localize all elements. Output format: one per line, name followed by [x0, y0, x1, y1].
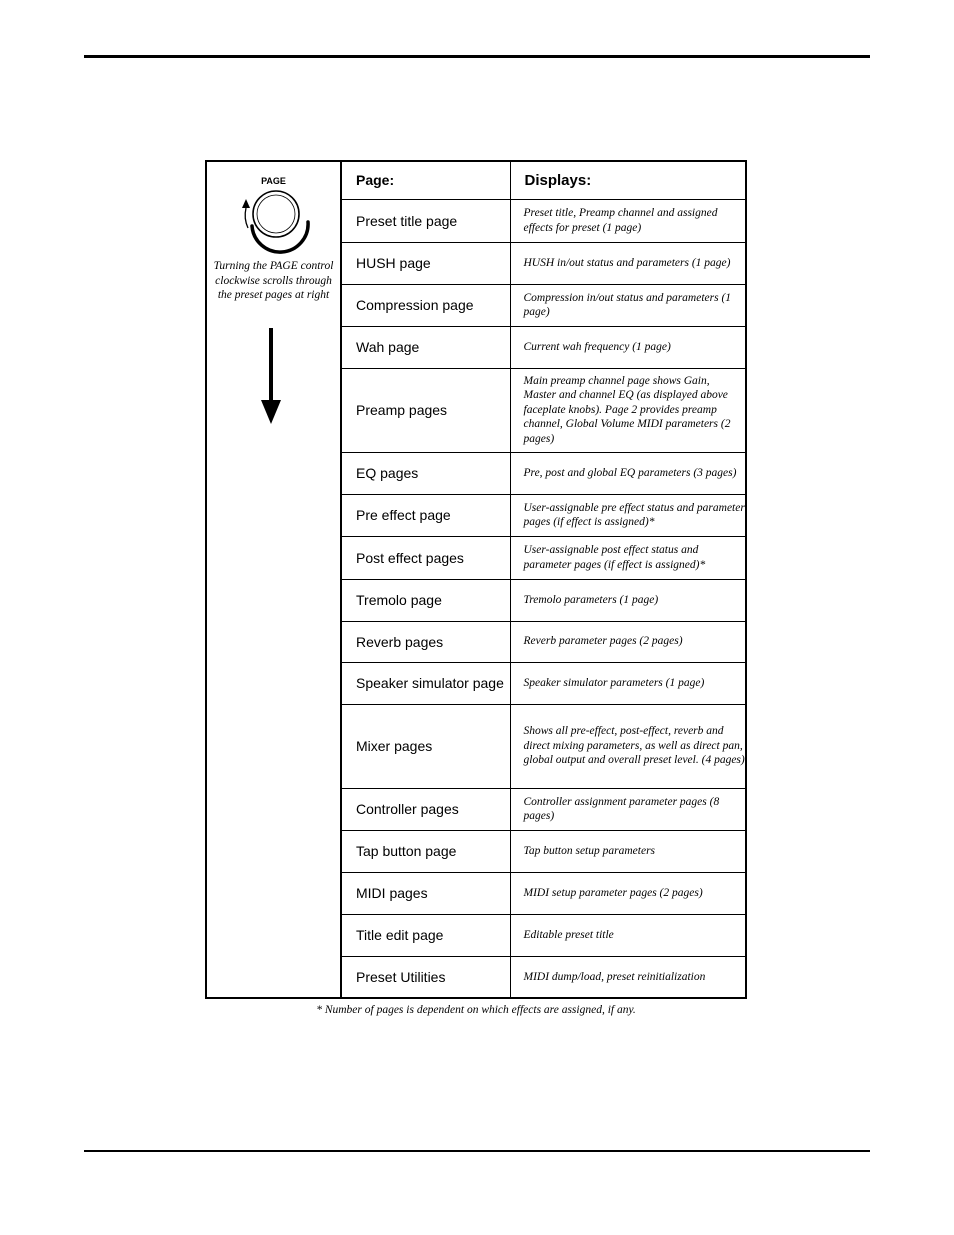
table-row [342, 621, 745, 662]
knob-label: PAGE [261, 176, 286, 186]
table-row [342, 326, 745, 368]
page-name: Compression page [342, 284, 510, 326]
footnote: * Number of pages is dependent on which effects are assigned, if any. [316, 1004, 636, 1016]
page-name: Reverb pages [342, 621, 510, 662]
page-name: Tremolo page [342, 579, 510, 621]
table-row [342, 956, 745, 997]
table-row [342, 199, 745, 242]
displays-column-header: Displays: [510, 162, 745, 199]
page-navigation-figure [205, 160, 747, 999]
table-row [342, 284, 745, 326]
table-row [342, 536, 745, 579]
page-name: Pre effect page [342, 494, 510, 536]
table-row [342, 494, 745, 536]
page-display: Reverb parameter pages (2 pages) [510, 621, 745, 662]
page-knob-icon [238, 186, 314, 254]
table-header-row [342, 162, 745, 199]
page-display: Pre, post and global EQ parameters (3 pages) [510, 452, 745, 494]
table-row [342, 872, 745, 914]
page-name: Wah page [342, 326, 510, 368]
page-name: Preset title page [342, 199, 510, 242]
table-row [342, 788, 745, 830]
page-display: Compression in/out status and parameters (1 page) [510, 284, 745, 326]
page-display: MIDI dump/load, preset reinitialization [523, 970, 706, 983]
page-name: Title edit page [342, 914, 510, 956]
table-row [342, 242, 745, 284]
down-arrow-icon [259, 328, 283, 424]
table-row [342, 452, 745, 494]
table-row [342, 368, 745, 452]
knob-caption: Turning the PAGE control clockwise scrolls through the preset pages at right [213, 260, 334, 301]
table-row [342, 830, 745, 872]
page-display: Tap button setup parameters [510, 830, 745, 872]
page-name: MIDI pages [342, 872, 510, 914]
header-rule [84, 55, 870, 58]
page-display: HUSH in/out status and parameters (1 page) [510, 242, 745, 284]
page-column-header: Page: [342, 162, 510, 199]
page-display: Speaker simulator parameters (1 page) [510, 662, 745, 704]
page-name: EQ pages [342, 452, 510, 494]
page-name: Tap button page [342, 830, 510, 872]
page-name: Preamp pages [342, 368, 510, 452]
table-row [342, 579, 745, 621]
page-name: Post effect pages [342, 536, 510, 579]
page-display: Current wah frequency (1 page) [510, 326, 745, 368]
page-display: Preset title, Preamp channel and assigned effects for preset (1 page) [510, 199, 745, 242]
preset-pages-table [342, 162, 745, 997]
page-display: User-assignable pre effect status and parameter pages (if effect is assigned)* [510, 494, 745, 536]
page-name: Preset Utilities [342, 956, 510, 997]
page-name: Controller pages [342, 788, 510, 830]
page-display: MIDI setup parameter pages (2 pages) [510, 872, 745, 914]
page-display: Shows all pre-effect, post-effect, reverb and direct mixing parameters, as well as direct pan, global output and overall preset level. (4 pages) [510, 704, 745, 788]
footer-rule [84, 1150, 870, 1152]
page-display: Editable preset title [510, 914, 745, 956]
page-display: User-assignable post effect status and parameter pages (if effect is assigned)* [510, 536, 745, 579]
page-display: Main preamp channel page shows Gain, Master and channel EQ (as displayed above faceplate knobs). Page 2 provides preamp channel, Global Volume MIDI parameters (2 pages) [510, 368, 745, 452]
page-knob-panel [207, 162, 342, 997]
table-row [342, 662, 745, 704]
page-name: Mixer pages [342, 704, 510, 788]
page-name: Speaker simulator page [342, 662, 510, 704]
page-name: HUSH page [342, 242, 510, 284]
table-row [342, 704, 745, 788]
page-display: Tremolo parameters (1 page) [510, 579, 745, 621]
table-row [342, 914, 745, 956]
page-display: Controller assignment parameter pages (8 pages) [510, 788, 745, 830]
